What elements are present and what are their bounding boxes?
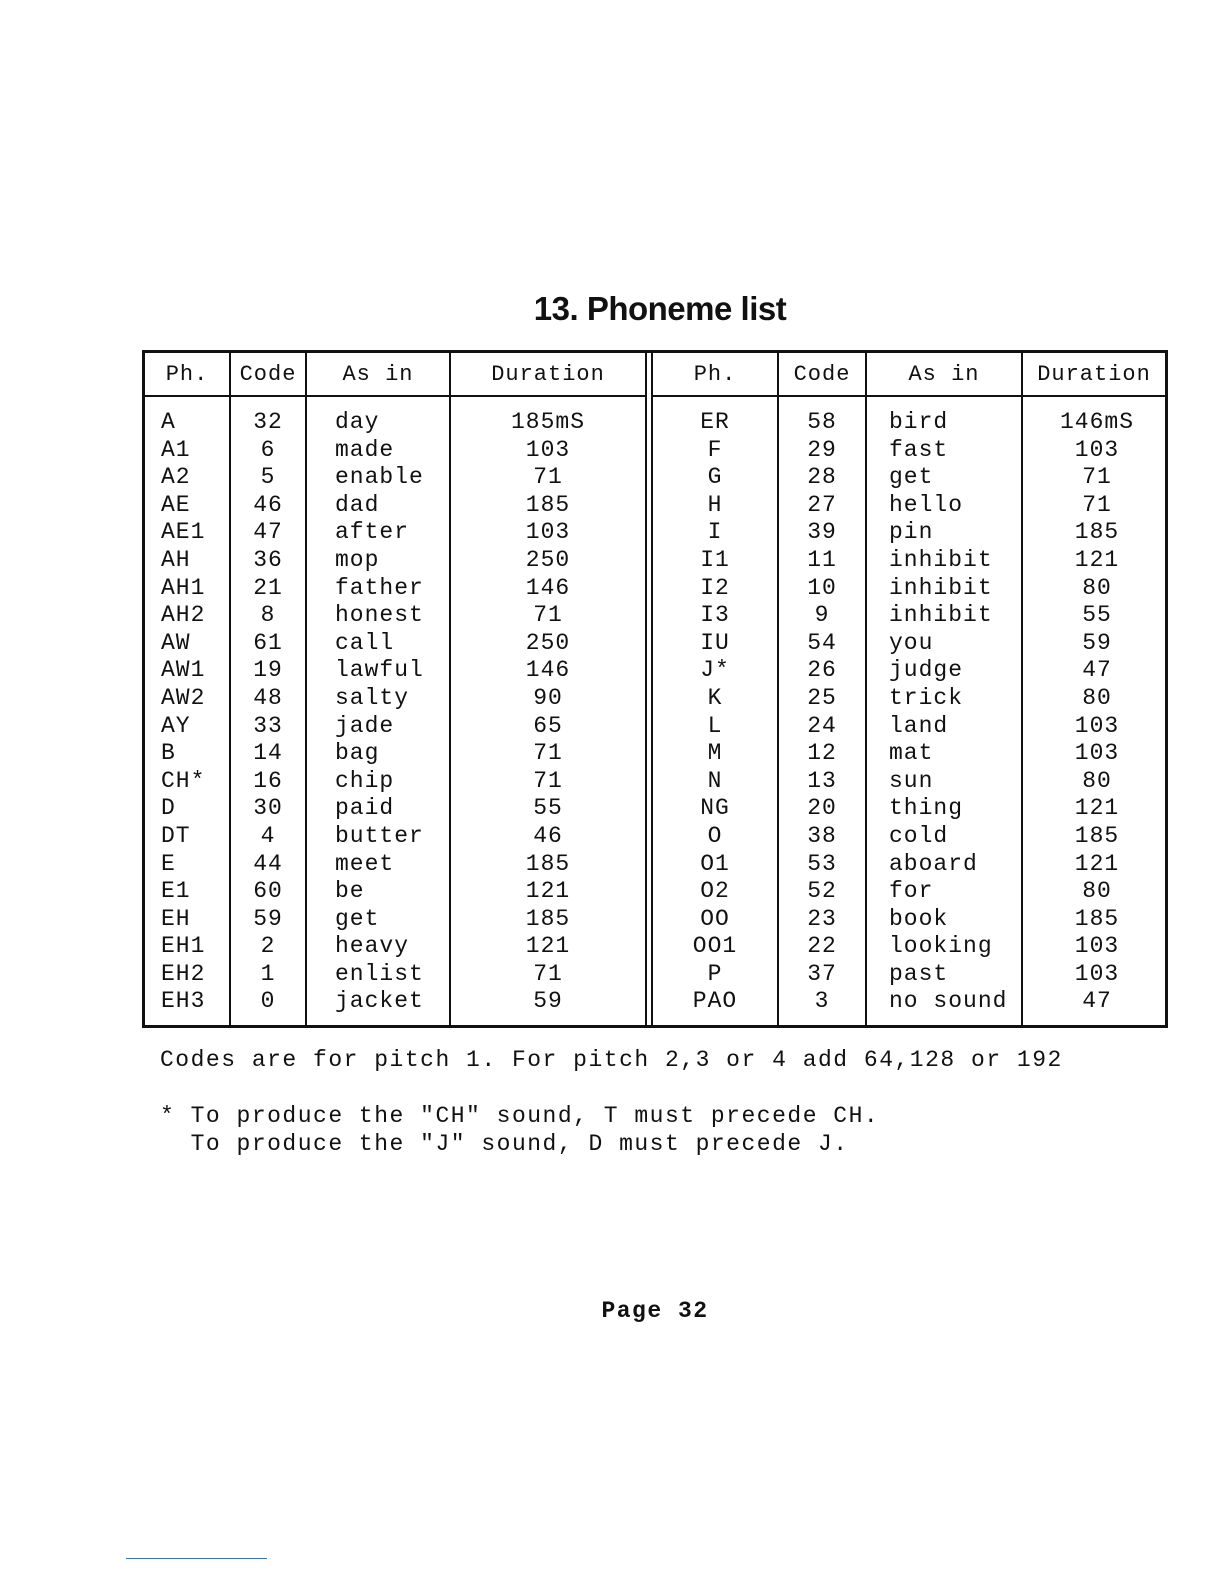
- table-cell: O1: [700, 850, 730, 877]
- table-cell: no sound: [889, 988, 1008, 1015]
- table-cell: enable: [335, 464, 424, 491]
- table-cell: bird: [889, 409, 949, 435]
- table-cell: AH1: [161, 574, 206, 601]
- table-cell: 71: [1082, 491, 1112, 518]
- table-cell: OO1: [692, 933, 738, 960]
- table-cell: honest: [335, 602, 424, 629]
- table-cell: 9: [814, 602, 830, 629]
- table-cell: 16: [253, 767, 283, 794]
- table-cell: 185mS: [510, 409, 585, 435]
- table-cell: 1: [260, 960, 276, 987]
- table-cell: AW1: [161, 657, 206, 684]
- table-cell: E1: [161, 878, 191, 905]
- table-cell: 6: [260, 436, 276, 463]
- table-cell: thing: [889, 795, 964, 822]
- table-cell: inhibit: [889, 574, 993, 601]
- column-code: [231, 353, 307, 1025]
- table-cell: 103: [1074, 436, 1120, 463]
- table-cell: chip: [335, 767, 395, 794]
- table-cell: 65: [533, 712, 563, 739]
- table-cell: salty: [335, 684, 410, 711]
- table-cell: 60: [253, 878, 283, 905]
- table-cell: 103: [525, 519, 571, 546]
- table-cell: 61: [253, 629, 283, 656]
- table-cell: 36: [253, 546, 283, 573]
- table-cell: 47: [1082, 657, 1112, 684]
- header-ph: Ph.: [145, 353, 229, 397]
- j-footnote: To produce the "J" sound, D must precede J.: [160, 1131, 849, 1157]
- table-cell: B: [161, 740, 176, 767]
- table-cell: you: [889, 629, 934, 656]
- table-cell: inhibit: [889, 602, 993, 629]
- table-cell: 121: [1074, 546, 1120, 573]
- table-cell: 23: [807, 905, 837, 932]
- table-cell: K: [707, 684, 723, 711]
- table-cell: 59: [1082, 629, 1112, 656]
- table-cell: AY: [161, 712, 191, 739]
- table-cell: I3: [700, 602, 730, 629]
- table-cell: 19: [253, 657, 283, 684]
- phoneme-table-left-half: [145, 353, 645, 1025]
- table-cell: DT: [161, 822, 191, 849]
- table-cell: 146mS: [1059, 409, 1134, 435]
- table-cell: E: [161, 850, 176, 877]
- pitch-note: Codes are for pitch 1. For pitch 2,3 or 4 add 64,128 or 192: [160, 1047, 1063, 1073]
- page-title: 13. Phoneme list: [533, 290, 787, 327]
- table-cell: 103: [525, 436, 571, 463]
- table-cell: 21: [253, 574, 283, 601]
- table-cell: 185: [1074, 905, 1120, 932]
- table-cell: EH3: [161, 988, 206, 1015]
- table-cell: 24: [807, 712, 837, 739]
- table-cell: 20: [807, 795, 837, 822]
- table-cell: mat: [889, 740, 934, 767]
- table-cell: 37: [807, 960, 837, 987]
- table-cell: 185: [525, 850, 571, 877]
- table-cell: trick: [889, 684, 964, 711]
- table-cell: inhibit: [889, 546, 993, 573]
- table-cell: get: [335, 905, 380, 932]
- table-cell: pin: [889, 519, 934, 546]
- table-cell: 71: [533, 602, 563, 629]
- table-cell: O2: [700, 878, 730, 905]
- column-duration: [1023, 353, 1165, 1025]
- table-cell: 0: [260, 988, 276, 1015]
- table-cell: 121: [1074, 795, 1120, 822]
- table-cell: 146: [525, 574, 571, 601]
- table-cell: for: [889, 878, 934, 905]
- table-cell: looking: [889, 933, 993, 960]
- table-cell: made: [335, 436, 395, 463]
- column-as-in: [867, 353, 1023, 1025]
- table-cell: 250: [525, 546, 571, 573]
- table-cell: J*: [700, 657, 730, 684]
- table-cell: 146: [525, 657, 571, 684]
- table-cell: A2: [161, 464, 191, 491]
- table-cell: 103: [1074, 933, 1120, 960]
- header-code: Code: [779, 353, 865, 397]
- table-cell: 103: [1074, 960, 1120, 987]
- table-cell: 80: [1082, 767, 1112, 794]
- table-cell: AE1: [161, 519, 206, 546]
- table-cell: 185: [525, 905, 571, 932]
- table-cell: 71: [1082, 464, 1112, 491]
- table-cell: land: [889, 712, 949, 739]
- table-cell: mop: [335, 546, 380, 573]
- column-ph: [653, 353, 779, 1025]
- table-cell: 22: [807, 933, 837, 960]
- header-duration: Duration: [451, 353, 645, 397]
- table-cell: 14: [253, 740, 283, 767]
- table-cell: 25: [807, 684, 837, 711]
- table-cell: 121: [1074, 850, 1120, 877]
- table-cell: 90: [533, 684, 563, 711]
- table-cell: M: [707, 740, 723, 767]
- table-cell: 71: [533, 767, 563, 794]
- table-cell: AE: [161, 491, 191, 518]
- table-cell: meet: [335, 850, 395, 877]
- table-cell: AW2: [161, 684, 206, 711]
- table-cell: I: [707, 519, 723, 546]
- table-cell: I2: [700, 574, 730, 601]
- table-cell: bag: [335, 740, 380, 767]
- table-cell: 71: [533, 740, 563, 767]
- table-cell: CH*: [161, 767, 206, 794]
- table-cell: OO: [700, 905, 730, 932]
- table-cell: 71: [533, 464, 563, 491]
- table-cell: 54: [807, 629, 837, 656]
- table-cell: judge: [889, 657, 964, 684]
- table-cell: EH2: [161, 960, 206, 987]
- ch-footnote: * To produce the "CH" sound, T must precede CH.: [160, 1103, 880, 1129]
- table-cell: 71: [533, 960, 563, 987]
- table-cell: cold: [889, 822, 949, 849]
- double-divider: [645, 353, 653, 1025]
- table-cell: 4: [260, 822, 276, 849]
- table-cell: 10: [807, 574, 837, 601]
- phoneme-table: [142, 350, 1168, 1028]
- table-cell: 59: [533, 988, 563, 1015]
- header-duration: Duration: [1023, 353, 1165, 397]
- table-cell: NG: [700, 795, 730, 822]
- table-cell: 28: [807, 464, 837, 491]
- table-cell: 33: [253, 712, 283, 739]
- table-cell: after: [335, 519, 410, 546]
- table-cell: paid: [335, 795, 395, 822]
- footer-rule: [126, 1558, 267, 1559]
- table-cell: A1: [161, 436, 191, 463]
- table-cell: A: [161, 409, 176, 435]
- table-cell: butter: [335, 822, 424, 849]
- table-cell: IU: [700, 629, 730, 656]
- table-cell: P: [707, 960, 723, 987]
- table-cell: fast: [889, 436, 949, 463]
- table-cell: 30: [253, 795, 283, 822]
- table-cell: hello: [889, 491, 964, 518]
- table-cell: 53: [807, 850, 837, 877]
- table-cell: 8: [260, 602, 276, 629]
- table-cell: F: [707, 436, 723, 463]
- table-cell: day: [335, 409, 380, 435]
- table-cell: 121: [525, 878, 571, 905]
- column-ph: [145, 353, 231, 1025]
- table-cell: 46: [253, 491, 283, 518]
- table-cell: 55: [1082, 602, 1112, 629]
- table-cell: 46: [533, 822, 563, 849]
- header-code: Code: [231, 353, 305, 397]
- table-cell: 103: [1074, 740, 1120, 767]
- table-cell: 55: [533, 795, 563, 822]
- table-cell: dad: [335, 491, 380, 518]
- table-cell: 26: [807, 657, 837, 684]
- table-cell: AH2: [161, 602, 206, 629]
- table-cell: 185: [1074, 519, 1120, 546]
- table-cell: PAO: [692, 988, 738, 1015]
- table-cell: EH: [161, 905, 191, 932]
- table-cell: 121: [525, 933, 571, 960]
- table-cell: father: [335, 574, 424, 601]
- table-cell: get: [889, 464, 934, 491]
- table-cell: 27: [807, 491, 837, 518]
- table-cell: 59: [253, 905, 283, 932]
- table-cell: AH: [161, 546, 191, 573]
- table-cell: lawful: [335, 657, 424, 684]
- table-cell: G: [707, 464, 723, 491]
- table-cell: 32: [253, 409, 283, 435]
- table-cell: 44: [253, 850, 283, 877]
- table-cell: H: [707, 491, 723, 518]
- table-cell: 47: [253, 519, 283, 546]
- table-cell: 185: [1074, 822, 1120, 849]
- column-as-in: [307, 353, 451, 1025]
- table-cell: AW: [161, 629, 191, 656]
- table-cell: 58: [807, 409, 837, 435]
- table-cell: O: [707, 822, 723, 849]
- table-cell: jacket: [335, 988, 424, 1015]
- table-cell: be: [335, 878, 365, 905]
- table-cell: 80: [1082, 574, 1112, 601]
- phoneme-table-right-half: [653, 353, 1165, 1025]
- table-cell: call: [335, 629, 395, 656]
- table-cell: EH1: [161, 933, 206, 960]
- header-ph: Ph.: [653, 353, 777, 397]
- table-cell: 47: [1082, 988, 1112, 1015]
- table-cell: 39: [807, 519, 837, 546]
- table-cell: 52: [807, 878, 837, 905]
- table-cell: 11: [807, 546, 837, 573]
- table-cell: 2: [260, 933, 276, 960]
- header-as-in: As in: [307, 353, 449, 397]
- table-cell: 80: [1082, 878, 1112, 905]
- table-cell: jade: [335, 712, 395, 739]
- table-cell: aboard: [889, 850, 978, 877]
- table-cell: 48: [253, 684, 283, 711]
- table-cell: 13: [807, 767, 837, 794]
- table-cell: I1: [700, 546, 730, 573]
- table-cell: ER: [700, 409, 730, 435]
- table-cell: 12: [807, 740, 837, 767]
- table-cell: 3: [814, 988, 830, 1015]
- table-cell: heavy: [335, 933, 410, 960]
- table-cell: L: [707, 712, 723, 739]
- table-cell: 5: [260, 464, 276, 491]
- table-cell: book: [889, 905, 949, 932]
- header-as-in: As in: [867, 353, 1021, 397]
- column-duration: [451, 353, 645, 1025]
- table-cell: 185: [525, 491, 571, 518]
- table-cell: enlist: [335, 960, 424, 987]
- table-cell: past: [889, 960, 949, 987]
- table-cell: 38: [807, 822, 837, 849]
- table-cell: D: [161, 795, 176, 822]
- table-cell: 250: [525, 629, 571, 656]
- table-cell: sun: [889, 767, 934, 794]
- table-cell: 103: [1074, 712, 1120, 739]
- table-cell: N: [707, 767, 723, 794]
- table-cell: 29: [807, 436, 837, 463]
- table-cell: 80: [1082, 684, 1112, 711]
- column-code: [779, 353, 867, 1025]
- page-number: Page 32: [601, 1298, 709, 1324]
